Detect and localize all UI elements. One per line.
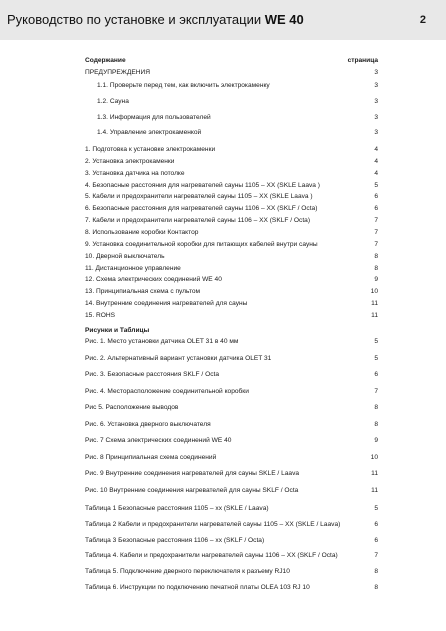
document-title [7, 12, 304, 27]
toc-section-title: 1. Подготовка к установке электрокаменки [85, 146, 216, 153]
figure-entry-page: 9 [374, 437, 378, 444]
figure-entry-title: Рис. 8 Принципиальная схема соединений [85, 453, 217, 461]
toc-section-page: 11 [371, 300, 378, 308]
page-header [0, 0, 446, 40]
toc-section-title: 9. Установка соединительной коробки для питающих кабелей внутри сауны [85, 240, 318, 248]
toc-section-page: 4 [374, 146, 378, 153]
toc-section-title: 11. Дистанционное управление [85, 264, 181, 272]
page-number: 2 [419, 14, 426, 26]
toc-section-title: 5. Кабели и предохранители нагревателей сауны 1105 – XX (SKLE Laava ) [85, 193, 313, 201]
toc-section-title: 13. Принципиальная схема с пультом [85, 288, 201, 296]
toc-section-page: 7 [374, 240, 378, 248]
table-entry-title: Таблица 6. Инструкции по подключению печатной платы OLEA 103 RJ 10 [85, 584, 310, 591]
table-entry-page: 7 [374, 552, 378, 560]
toc-section-page: 7 [374, 228, 378, 236]
toc-section-title: 10. Дверной выключатель [85, 252, 165, 260]
toc-warning-item-title: 1.1. Проверьте перед тем, как включить электрокаменку [97, 82, 270, 89]
toc-section-page: 9 [374, 276, 378, 284]
toc-heading-page: страница [347, 57, 378, 64]
figure-entry-title: Рис. 2. Альтернативный вариант установки датчика OLET 31 [85, 354, 272, 362]
figure-entry-title: Рис. 6. Установка дверного выключателя [85, 420, 211, 428]
toc-section-title: 15. ROHS [85, 311, 116, 319]
toc-section-page: 6 [374, 205, 378, 213]
table-entry-page: 6 [374, 520, 378, 528]
toc-section-page: 8 [374, 252, 378, 260]
figure-entry-page: 11 [371, 486, 378, 494]
toc-warnings-title: ПРЕДУПРЕЖДЕНИЯ [85, 69, 151, 76]
toc-section-page: 6 [374, 193, 378, 201]
table-entry-page: 8 [374, 584, 378, 591]
toc-section-page: 7 [374, 217, 378, 225]
figure-entry-page: 5 [374, 338, 378, 345]
figure-entry-title: Рис. 1. Место установки датчика OLET 31 в 40 мм [85, 338, 239, 345]
table-entry-title: Таблица 1 Безопасные расстояния 1105 – xx (SKLE / Laava) [85, 505, 269, 512]
toc-warnings-page: 3 [374, 69, 378, 76]
toc-section-page: 4 [374, 169, 378, 177]
table-entry-title: Таблица 5. Подключение дверного переключателя к разъему RJ10 [85, 568, 290, 576]
model-name: WE 40 [264, 12, 304, 27]
toc-warning-item-page: 3 [374, 98, 378, 105]
toc-warning-item-page: 3 [374, 129, 378, 136]
figure-entry-title: Рис. 9 Внутренние соединения нагревателей для сауны SKLE / Laava [85, 470, 300, 477]
toc-section-title: 8. Использование коробки Контактор [85, 228, 199, 236]
toc-section-page: 5 [374, 181, 378, 189]
table-entry-title: Таблица 3 Безопасные расстояния 1106 – xx (SKLF / Octa) [85, 536, 265, 544]
toc-section-title: 3. Установка датчика на потолке [85, 169, 185, 177]
toc-warning-item-title: 1.3. Информация для пользователей [97, 114, 211, 121]
toc-section-page: 4 [374, 157, 378, 165]
toc-section-title: 6. Безопасные расстояния для нагревателей сауны 1106 – XX (SKLF / Octa) [85, 205, 318, 213]
figure-entry-title: Рис. 10 Внутренние соединения нагревателей для сауны SKLF / Octa [85, 486, 299, 494]
figure-entry-title: Рис 5. Расположение выводов [85, 404, 179, 411]
toc-heading-title: Содержание [85, 57, 126, 64]
toc-section-title: 12. Схема электрических соединений WE 40 [85, 276, 222, 284]
figure-entry-page: 6 [374, 371, 378, 378]
figure-entry-title: Рис. 7 Схема электрических соединений WE 40 [85, 437, 232, 444]
toc-section-title: 2. Установка электрокаменки [85, 157, 175, 165]
toc-warning-item-title: 1.2. Сауна [97, 98, 129, 105]
figure-entry-title: Рис. 4. Месторасположение соединительной коробки [85, 387, 249, 395]
figures-heading-title: Рисунки и Таблицы [85, 327, 150, 334]
figure-entry-page: 11 [371, 470, 378, 477]
toc-warning-item-page: 3 [374, 82, 378, 89]
figure-entry-page: 8 [374, 420, 378, 428]
toc-section-page: 11 [371, 311, 378, 319]
toc-warning-item-page: 3 [374, 114, 378, 121]
figure-entry-page: 8 [374, 404, 378, 411]
figure-entry-page: 7 [374, 387, 378, 395]
table-entry-page: 8 [374, 568, 378, 576]
table-entry-title: Таблица 2 Кабели и предохранители нагревателей сауны 1105 – XX (SKLE / Laava) [85, 520, 341, 528]
toc-section-title: 14. Внутренние соединения нагревателей для сауны [85, 300, 248, 308]
table-entry-page: 6 [374, 536, 378, 544]
toc-section-page: 8 [374, 264, 378, 272]
figure-entry-title: Рис. 3. Безопасные расстояния SKLF / Octa [85, 371, 220, 378]
document-title-text: Руководство по установке и эксплуатации [7, 12, 262, 27]
toc-section-page: 10 [370, 288, 378, 296]
table-entry-page: 5 [374, 505, 378, 512]
table-entry-title: Таблица 4. Кабели и предохранители нагревателей сауны 1106 – XX (SKLF / Octa) [85, 552, 338, 560]
figure-entry-page: 10 [370, 453, 378, 461]
toc-section-title: 7. Кабели и предохранители нагревателей сауны 1106 – XX (SKLF / Octa) [85, 217, 311, 225]
figure-entry-page: 5 [374, 354, 378, 362]
toc-section-title: 4. Безопасные расстояния для нагревателей сауны 1105 – XX (SKLE Laava ) [85, 181, 320, 189]
toc-warning-item-title: 1.4. Управление электрокаменкой [97, 129, 202, 136]
